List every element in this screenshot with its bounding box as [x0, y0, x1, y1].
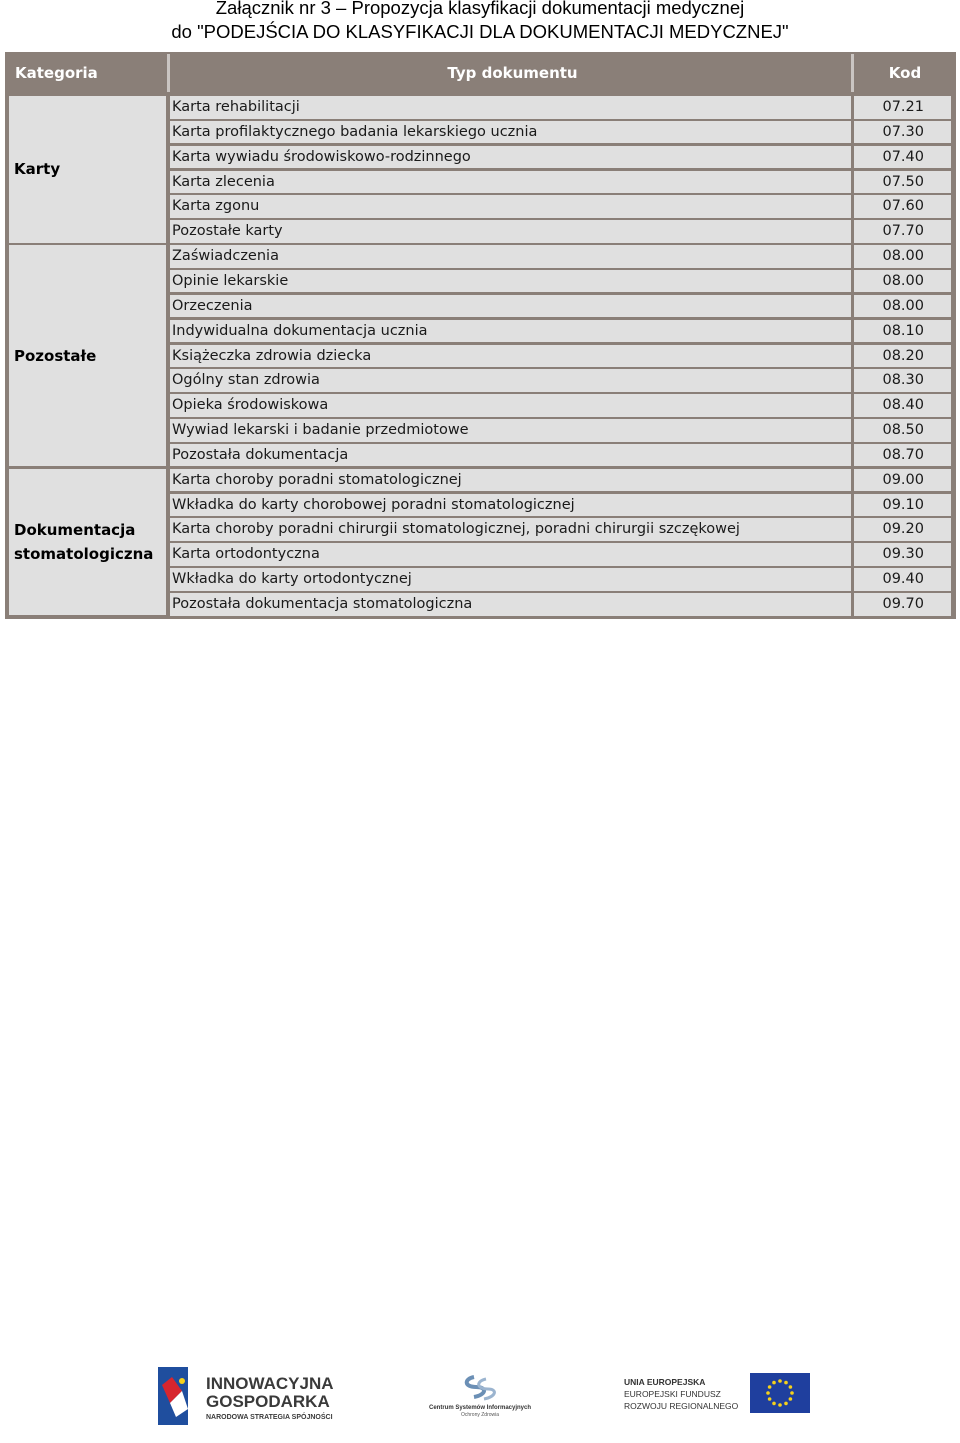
document-type-cell: Wkładka do karty ortodontycznej — [170, 568, 851, 591]
document-type-cell: Karta choroby poradni chirurgii stomatologicznej, poradni chirurgii szczękowej — [170, 518, 851, 541]
document-type-cell: Karta choroby poradni stomatologicznej — [170, 469, 851, 492]
document-type-cell: Karta wywiadu środowiskowo-rodzinnego — [170, 146, 851, 169]
document-type-cell: Karta ortodontyczna — [170, 543, 851, 566]
code-cell: 08.50 — [854, 419, 951, 442]
innowacyjna-gospodarka-logo — [152, 1363, 362, 1427]
code-cell: 08.30 — [854, 369, 951, 392]
eu-star-icon — [768, 1397, 772, 1401]
logo-text: ROZWOJU REGIONALNEGO — [624, 1401, 739, 1411]
header-code: Kod — [888, 64, 922, 82]
document-type-cell: Karta rehabilitacji — [170, 96, 851, 119]
header-divider — [851, 54, 854, 92]
category-cell: Karty — [9, 96, 166, 243]
title-line-1: Załącznik nr 3 – Propozycja klasyfikacji dokumentacji medycznej — [215, 0, 745, 18]
logo-text: Ochrony Zdrowia — [460, 1412, 500, 1418]
eu-star-icon — [789, 1385, 793, 1389]
code-cell: 07.40 — [854, 146, 951, 169]
eu-star-icon — [778, 1403, 782, 1407]
document-type-cell: Książeczka zdrowia dziecka — [170, 345, 851, 368]
logo-text: GOSPODARKA — [206, 1392, 330, 1411]
code-cell: 07.70 — [854, 220, 951, 243]
document-type-cell: Opinie lekarskie — [170, 270, 851, 293]
document-type-cell: Wkładka do karty chorobowej poradni stomatologicznej — [170, 494, 851, 517]
eu-star-icon — [790, 1391, 794, 1395]
document-type-cell: Pozostałe karty — [170, 220, 851, 243]
eu-star-icon — [784, 1402, 788, 1406]
code-cell: 08.10 — [854, 320, 951, 343]
code-cell: 07.50 — [854, 171, 951, 194]
eu-star-icon — [768, 1385, 772, 1389]
code-cell: 09.10 — [854, 494, 951, 517]
document-type-cell: Karta profilaktycznego badania lekarskiego ucznia — [170, 121, 851, 144]
code-cell: 09.70 — [854, 593, 951, 616]
logo-text: EUROPEJSKI FUNDUSZ — [624, 1389, 721, 1399]
document-type-cell: Pozostała dokumentacja — [170, 444, 851, 467]
document-type-cell: Orzeczenia — [170, 295, 851, 318]
document-type-cell: Karta zlecenia — [170, 171, 851, 194]
document-type-cell: Zaświadczenia — [170, 245, 851, 268]
code-cell: 09.20 — [854, 518, 951, 541]
header-type: Typ dokumentu — [447, 64, 578, 82]
code-cell: 09.00 — [854, 469, 951, 492]
code-cell: 08.00 — [854, 270, 951, 293]
eu-star-icon — [784, 1381, 788, 1385]
csioz-logo — [424, 1373, 536, 1419]
eu-star-icon — [772, 1381, 776, 1385]
document-type-cell: Pozostała dokumentacja stomatologiczna — [170, 593, 851, 616]
classification-table — [5, 52, 956, 619]
code-cell: 08.20 — [854, 345, 951, 368]
logo-text: UNIA EUROPEJSKA — [624, 1377, 706, 1387]
document-type-cell: Indywidualna dokumentacja ucznia — [170, 320, 851, 343]
eu-flag-icon — [750, 1373, 810, 1413]
document-type-cell: Opieka środowiskowa — [170, 394, 851, 417]
code-cell: 08.40 — [854, 394, 951, 417]
code-cell: 08.00 — [854, 245, 951, 268]
logo-text: Centrum Systemów Informacyjnych — [428, 1405, 532, 1411]
code-cell: 09.40 — [854, 568, 951, 591]
eu-star-icon — [778, 1379, 782, 1383]
footer-logos — [0, 1355, 960, 1435]
logo-text: INNOWACYJNA — [206, 1374, 334, 1393]
code-cell: 08.00 — [854, 295, 951, 318]
document-type-cell: Wywiad lekarski i badanie przedmiotowe — [170, 419, 851, 442]
code-cell: 08.70 — [854, 444, 951, 467]
code-cell: 09.30 — [854, 543, 951, 566]
logo-text: NARODOWA STRATEGIA SPÓJNOŚCI — [206, 1414, 333, 1421]
document-type-cell: Karta zgonu — [170, 195, 851, 218]
category-cell: Dokumentacja stomatologiczna — [9, 469, 166, 616]
eu-star-icon — [766, 1391, 770, 1395]
code-cell: 07.60 — [854, 195, 951, 218]
header-category: Kategoria — [15, 64, 98, 82]
code-cell: 07.30 — [854, 121, 951, 144]
logo-star-icon — [179, 1378, 185, 1384]
eu-logo — [624, 1371, 810, 1421]
title-line-2: do "PODEJŚCIA DO KLASYFIKACJI DLA DOKUMENTACJI MEDYCZNEJ" — [171, 21, 789, 42]
eu-star-icon — [772, 1402, 776, 1406]
category-cell: Pozostałe — [9, 245, 166, 466]
document-type-cell: Ogólny stan zdrowia — [170, 369, 851, 392]
code-cell: 07.21 — [854, 96, 951, 119]
eu-star-icon — [789, 1397, 793, 1401]
